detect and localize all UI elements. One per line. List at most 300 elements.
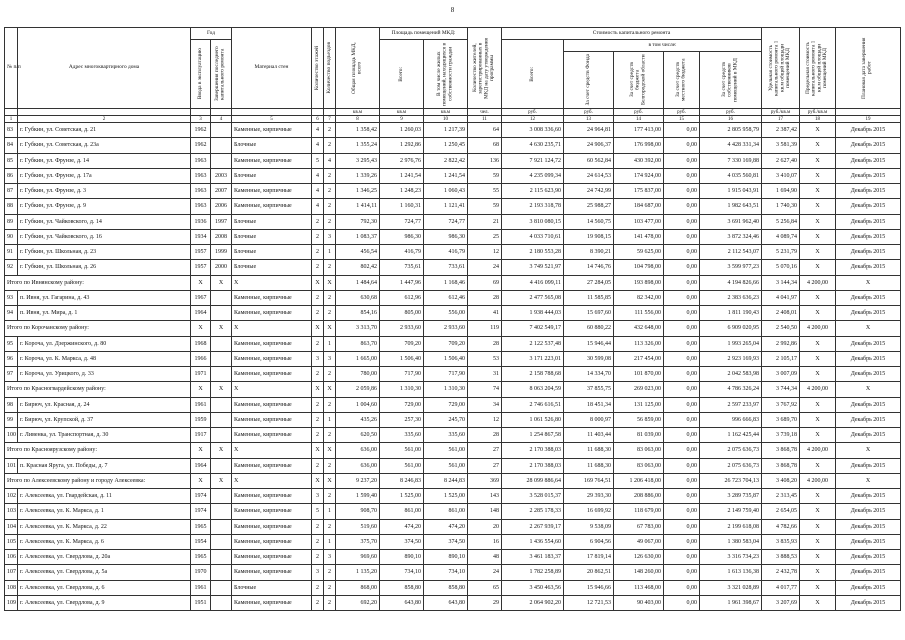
table-cell: 2 bbox=[324, 458, 336, 473]
table-cell: 1 811 190,43 bbox=[700, 306, 762, 321]
table-cell: 2 bbox=[312, 458, 324, 473]
table-cell: Декабрь 2015 bbox=[836, 260, 901, 275]
table-cell bbox=[211, 412, 232, 427]
header-year: Год bbox=[191, 28, 232, 40]
table-cell: 734,10 bbox=[380, 565, 424, 580]
table-cell: X bbox=[800, 245, 836, 260]
table-cell bbox=[211, 306, 232, 321]
table-cell: 2 976,76 bbox=[380, 153, 424, 168]
table-cell: 106 bbox=[5, 550, 18, 565]
table-cell: Декабрь 2015 bbox=[836, 580, 901, 595]
table-cell: 1968 bbox=[191, 336, 211, 351]
table-cell: 25 bbox=[468, 229, 502, 244]
table-cell: 34 bbox=[468, 397, 502, 412]
table-cell: X bbox=[836, 473, 901, 488]
table-cell: 4 bbox=[312, 138, 324, 153]
unit-cell: руб. bbox=[664, 109, 700, 116]
table-cell: 169 764,51 bbox=[564, 473, 614, 488]
unit-cell: руб. bbox=[700, 109, 762, 116]
table-cell: 2 199 618,08 bbox=[700, 519, 762, 534]
table-cell: г. Губкин, ул. Фрунзе, д. 9 bbox=[18, 199, 191, 214]
table-cell: 4 200,00 bbox=[800, 443, 836, 458]
table-row bbox=[5, 184, 901, 199]
table-cell: 2 933,60 bbox=[380, 321, 424, 336]
table-cell: 1 121,41 bbox=[424, 199, 468, 214]
table-cell: Блочные bbox=[232, 168, 312, 183]
table-cell: 2 193 318,78 bbox=[502, 199, 564, 214]
table-cell: 4 235 099,34 bbox=[502, 168, 564, 183]
table-cell: 4 bbox=[324, 153, 336, 168]
table-cell: 0,00 bbox=[664, 275, 700, 290]
table-cell: 2 bbox=[324, 397, 336, 412]
table-cell: 1 060,43 bbox=[424, 184, 468, 199]
table-cell bbox=[211, 153, 232, 168]
table-row bbox=[5, 367, 901, 382]
table-cell: 59 bbox=[468, 199, 502, 214]
table-cell: 208 886,00 bbox=[614, 489, 664, 504]
table-cell: 1 339,26 bbox=[336, 168, 380, 183]
table-cell: 90 bbox=[5, 229, 18, 244]
table-row bbox=[5, 489, 901, 504]
column-number-cell: 10 bbox=[424, 116, 468, 123]
table-cell: Каменные, кирпичные bbox=[232, 504, 312, 519]
table-cell: 792,30 bbox=[336, 214, 380, 229]
table-cell: 14 334,70 bbox=[564, 367, 614, 382]
table-cell: X bbox=[800, 595, 836, 610]
header-floors: Количество этажей bbox=[313, 45, 320, 91]
table-cell: 174 924,00 bbox=[614, 168, 664, 183]
table-cell: 2 285 178,33 bbox=[502, 504, 564, 519]
table-cell: п. Ивня, ул. Мира, д. 1 bbox=[18, 306, 191, 321]
table-cell: 2 992,86 bbox=[762, 336, 800, 351]
table-cell: 74 bbox=[468, 382, 502, 397]
table-cell: 184 687,00 bbox=[614, 199, 664, 214]
table-cell: 3 316 734,23 bbox=[700, 550, 762, 565]
table-cell: 67 783,00 bbox=[614, 519, 664, 534]
table-cell: 561,00 bbox=[380, 458, 424, 473]
table-cell: Декабрь 2015 bbox=[836, 458, 901, 473]
column-number-cell: 7 bbox=[324, 116, 336, 123]
table-cell: X bbox=[324, 443, 336, 458]
table-cell: 2 387,42 bbox=[762, 123, 800, 138]
table-cell: 1962 bbox=[191, 138, 211, 153]
table-cell: 119 bbox=[468, 321, 502, 336]
header-year-reconstruction: Завершения последнего капитального ремонта bbox=[214, 46, 226, 102]
table-cell: Декабрь 2015 bbox=[836, 336, 901, 351]
table-cell: 5 bbox=[312, 504, 324, 519]
table-cell: 3 410,07 bbox=[762, 168, 800, 183]
table-cell: 1 004,60 bbox=[336, 397, 380, 412]
table-cell: Каменные, кирпичные bbox=[232, 412, 312, 427]
table-cell: 612,96 bbox=[380, 290, 424, 305]
table-cell: 2006 bbox=[211, 199, 232, 214]
subtotal-label: Итого по Корочанскому району: bbox=[5, 321, 191, 336]
table-cell: 0,00 bbox=[664, 184, 700, 199]
table-cell: 854,16 bbox=[336, 306, 380, 321]
table-cell: 561,00 bbox=[424, 458, 468, 473]
table-cell bbox=[211, 336, 232, 351]
table-cell: 14 746,76 bbox=[564, 260, 614, 275]
table-cell: Каменные, кирпичные bbox=[232, 565, 312, 580]
table-cell: 1 162 425,44 bbox=[700, 428, 762, 443]
table-cell: 94 bbox=[5, 306, 18, 321]
table-cell: 12 bbox=[468, 412, 502, 427]
table-cell: 27 284,05 bbox=[564, 275, 614, 290]
header-premises-owned: В том числе жилых помещений, находящихся в собственности граждан bbox=[436, 42, 454, 106]
table-cell: 969,60 bbox=[336, 550, 380, 565]
table-cell: X bbox=[800, 458, 836, 473]
table-cell: 15 697,60 bbox=[564, 306, 614, 321]
table-cell: 474,20 bbox=[424, 519, 468, 534]
table-cell: 3 581,39 bbox=[762, 138, 800, 153]
unit-cell: кв.м bbox=[424, 109, 468, 116]
table-cell: 245,70 bbox=[424, 412, 468, 427]
table-cell: 1 694,90 bbox=[762, 184, 800, 199]
table-cell: 21 bbox=[468, 214, 502, 229]
unit-cell: руб. bbox=[502, 109, 564, 116]
table-cell: 1961 bbox=[191, 580, 211, 595]
table-cell: 24 906,37 bbox=[564, 138, 614, 153]
table-cell: Декабрь 2015 bbox=[836, 351, 901, 366]
unit-cell bbox=[18, 109, 191, 116]
table-cell: 986,30 bbox=[380, 229, 424, 244]
table-cell: 1966 bbox=[191, 351, 211, 366]
header-including: в том числе: bbox=[564, 40, 762, 52]
table-cell: 12 721,53 bbox=[564, 595, 614, 610]
unit-cell: кв.м bbox=[380, 109, 424, 116]
table-cell bbox=[211, 367, 232, 382]
table-cell: 1917 bbox=[191, 428, 211, 443]
header-unit-cost: Удельная стоимость капитального ремонта 1 кв.м общей площади помещений МКД bbox=[768, 40, 792, 96]
table-cell: 1 135,20 bbox=[336, 565, 380, 580]
table-cell: Каменные, кирпичные bbox=[232, 534, 312, 549]
table-cell: 2 bbox=[324, 489, 336, 504]
table-cell: X bbox=[800, 504, 836, 519]
table-cell: 28 bbox=[468, 336, 502, 351]
table-cell: 93 bbox=[5, 290, 18, 305]
table-cell: 2 bbox=[324, 260, 336, 275]
table-header bbox=[5, 28, 901, 123]
table-cell: 4 bbox=[312, 184, 324, 199]
table-cell: 3 289 735,87 bbox=[700, 489, 762, 504]
table-cell: 1 436 554,60 bbox=[502, 534, 564, 549]
table-cell: 2 bbox=[324, 123, 336, 138]
table-cell: 2007 bbox=[211, 184, 232, 199]
table-cell: Блочные bbox=[232, 214, 312, 229]
table-cell: 0,00 bbox=[664, 382, 700, 397]
table-cell: г. Губкин, ул. Советская, д. 21 bbox=[18, 123, 191, 138]
table-cell: п. Ивня, ул. Гагарина, д. 43 bbox=[18, 290, 191, 305]
table-cell: г. Алексеевка, ул. К. Маркса, д. 6 bbox=[18, 534, 191, 549]
table-cell: Декабрь 2015 bbox=[836, 153, 901, 168]
table-cell: 4 428 331,34 bbox=[700, 138, 762, 153]
table-cell: 1963 bbox=[191, 153, 211, 168]
table-cell: Декабрь 2015 bbox=[836, 595, 901, 610]
table-cell: 0,00 bbox=[664, 214, 700, 229]
table-cell: 630,68 bbox=[336, 290, 380, 305]
table-cell: 11 403,44 bbox=[564, 428, 614, 443]
table-cell: Блочные bbox=[232, 138, 312, 153]
table-cell: Каменные, кирпичные bbox=[232, 428, 312, 443]
table-cell: г. Алексеевка, ул. Свердлова, д. 20а bbox=[18, 550, 191, 565]
table-cell bbox=[211, 519, 232, 534]
table-cell: 104 798,00 bbox=[614, 260, 664, 275]
header-cost-total: Всего: bbox=[528, 66, 535, 82]
table-cell: 24 742,99 bbox=[564, 184, 614, 199]
table-cell: 2 bbox=[324, 367, 336, 382]
table-cell: 1 414,11 bbox=[336, 199, 380, 214]
table-cell: 85 bbox=[5, 153, 18, 168]
table-cell: Декабрь 2015 bbox=[836, 534, 901, 549]
table-cell: 15 946,66 bbox=[564, 580, 614, 595]
table-cell: 14 560,75 bbox=[564, 214, 614, 229]
table-cell: 3 007,09 bbox=[762, 367, 800, 382]
table-cell: 2 bbox=[312, 550, 324, 565]
header-owners: За счет средств собственников помещений в МКД bbox=[721, 58, 739, 102]
table-cell: 733,61 bbox=[424, 260, 468, 275]
table-row bbox=[5, 260, 901, 275]
table-cell: Декабрь 2015 bbox=[836, 245, 901, 260]
unit-cell bbox=[5, 109, 18, 116]
table-cell: 0,00 bbox=[664, 245, 700, 260]
table-cell: 734,10 bbox=[424, 565, 468, 580]
table-cell: 101 bbox=[5, 458, 18, 473]
table-cell: 724,77 bbox=[380, 214, 424, 229]
table-cell: 5 256,84 bbox=[762, 214, 800, 229]
table-cell: 374,50 bbox=[424, 534, 468, 549]
table-cell: 18 451,34 bbox=[564, 397, 614, 412]
table-row bbox=[5, 580, 901, 595]
table-cell: 0,00 bbox=[664, 199, 700, 214]
table-cell: 1 083,37 bbox=[336, 229, 380, 244]
table-cell: 1963 bbox=[191, 184, 211, 199]
table-cell: X bbox=[800, 550, 836, 565]
table-cell: 802,42 bbox=[336, 260, 380, 275]
table-cell: 3 835,93 bbox=[762, 534, 800, 549]
table-cell: 24 bbox=[468, 260, 502, 275]
table-cell: 2 bbox=[312, 229, 324, 244]
table-cell: Каменные, кирпичные bbox=[232, 367, 312, 382]
table-cell: 2 933,60 bbox=[424, 321, 468, 336]
table-cell: 2 bbox=[324, 565, 336, 580]
table-cell: 113 468,00 bbox=[614, 580, 664, 595]
table-cell: 2 bbox=[324, 595, 336, 610]
table-cell: 1965 bbox=[191, 550, 211, 565]
table-cell: 1 061 526,80 bbox=[502, 412, 564, 427]
table-cell: г. Алексеевка, ул. Свердлова, д. 5а bbox=[18, 565, 191, 580]
table-cell: 416,79 bbox=[424, 245, 468, 260]
table-cell: 996 666,83 bbox=[700, 412, 762, 427]
table-cell: Декабрь 2015 bbox=[836, 489, 901, 504]
table-cell: 257,30 bbox=[380, 412, 424, 427]
table-cell: X bbox=[800, 412, 836, 427]
table-cell: 519,60 bbox=[336, 519, 380, 534]
table-body bbox=[5, 123, 901, 611]
table-cell: 101 870,00 bbox=[614, 367, 664, 382]
table-cell: 0,00 bbox=[664, 504, 700, 519]
table-cell: X bbox=[312, 321, 324, 336]
table-cell: 0,00 bbox=[664, 519, 700, 534]
table-cell: 126 630,00 bbox=[614, 550, 664, 565]
table-row bbox=[5, 412, 901, 427]
table-cell: 48 bbox=[468, 550, 502, 565]
table-cell: 2 bbox=[324, 290, 336, 305]
table-cell: 0,00 bbox=[664, 443, 700, 458]
table-row bbox=[5, 138, 901, 153]
table-cell: X bbox=[836, 275, 901, 290]
table-cell: 9 538,09 bbox=[564, 519, 614, 534]
column-number-cell: 9 bbox=[380, 116, 424, 123]
table-cell: 430 392,00 bbox=[614, 153, 664, 168]
table-cell: 59 bbox=[468, 168, 502, 183]
table-cell: 2 654,05 bbox=[762, 504, 800, 519]
unit-cell: руб./кв.м bbox=[762, 109, 800, 116]
table-cell: 456,54 bbox=[336, 245, 380, 260]
table-cell: Блочные bbox=[232, 580, 312, 595]
table-cell: 1 254 867,58 bbox=[502, 428, 564, 443]
table-cell: 2 bbox=[324, 519, 336, 534]
table-cell: 1 525,00 bbox=[424, 489, 468, 504]
table-cell: 2 432,78 bbox=[762, 565, 800, 580]
table-cell: 2 bbox=[324, 184, 336, 199]
table-cell: 105 bbox=[5, 534, 18, 549]
table-cell: 375,70 bbox=[336, 534, 380, 549]
table-cell: 3 171 223,01 bbox=[502, 351, 564, 366]
table-cell: 2 059,86 bbox=[336, 382, 380, 397]
table-cell: 5 231,79 bbox=[762, 245, 800, 260]
table-cell: 890,10 bbox=[380, 550, 424, 565]
table-cell bbox=[211, 595, 232, 610]
table-cell: 2 bbox=[312, 367, 324, 382]
table-cell: 11 585,85 bbox=[564, 290, 614, 305]
table-cell: X bbox=[232, 473, 312, 488]
table-cell: 3 008 336,60 bbox=[502, 123, 564, 138]
table-cell: 1997 bbox=[211, 214, 232, 229]
column-number-cell: 17 bbox=[762, 116, 800, 123]
table-cell bbox=[211, 550, 232, 565]
table-cell: 99 bbox=[5, 412, 18, 427]
table-cell: 1 982 643,51 bbox=[700, 199, 762, 214]
table-cell: Блочные bbox=[232, 260, 312, 275]
column-number-cell: 8 bbox=[336, 116, 380, 123]
column-numbers-row bbox=[5, 116, 901, 123]
table-cell: 1970 bbox=[191, 565, 211, 580]
table-cell bbox=[211, 458, 232, 473]
table-cell: 83 063,00 bbox=[614, 458, 664, 473]
table-cell: 1 380 583,04 bbox=[700, 534, 762, 549]
table-cell: г. Алексеевка, ул. Гвардейская, д. 11 bbox=[18, 489, 191, 504]
table-cell: 7 402 549,17 bbox=[502, 321, 564, 336]
table-cell: 692,20 bbox=[336, 595, 380, 610]
table-cell: Декабрь 2015 bbox=[836, 138, 901, 153]
table-cell: 100 bbox=[5, 428, 18, 443]
table-cell: 2 bbox=[312, 580, 324, 595]
column-number-cell: 4 bbox=[211, 116, 232, 123]
table-cell: 0,00 bbox=[664, 489, 700, 504]
unit-cell: чел. bbox=[468, 109, 502, 116]
table-cell: 729,00 bbox=[424, 397, 468, 412]
table-cell: 2 822,42 bbox=[424, 153, 468, 168]
table-cell: 890,10 bbox=[424, 550, 468, 565]
table-cell: X bbox=[312, 382, 324, 397]
table-cell: 0,00 bbox=[664, 336, 700, 351]
unit-cell: кв.м bbox=[336, 109, 380, 116]
table-cell: 55 bbox=[468, 184, 502, 199]
table-cell: 193 898,00 bbox=[614, 275, 664, 290]
table-cell: 7 921 124,72 bbox=[502, 153, 564, 168]
table-cell: 3 bbox=[324, 229, 336, 244]
table-cell: Декабрь 2015 bbox=[836, 504, 901, 519]
table-cell: X bbox=[800, 184, 836, 199]
table-cell: 1 248,23 bbox=[380, 184, 424, 199]
table-cell: 2 bbox=[312, 290, 324, 305]
table-cell: 2 408,01 bbox=[762, 306, 800, 321]
table-cell: 986,30 bbox=[424, 229, 468, 244]
header-wall-material: Материал стен bbox=[232, 28, 312, 109]
table-cell: 98 bbox=[5, 397, 18, 412]
table-cell: 1957 bbox=[191, 260, 211, 275]
table-cell: 3 295,43 bbox=[336, 153, 380, 168]
subtotal-label: Итого по Красногвардейскому району: bbox=[5, 382, 191, 397]
table-cell: 15 946,44 bbox=[564, 336, 614, 351]
subtotal-label: Итого по Красноярузскому району: bbox=[5, 443, 191, 458]
table-cell: 60 562,84 bbox=[564, 153, 614, 168]
table-cell: 95 bbox=[5, 336, 18, 351]
table-cell: 2 bbox=[312, 412, 324, 427]
table-cell: 82 342,00 bbox=[614, 290, 664, 305]
table-cell: 87 bbox=[5, 184, 18, 199]
table-cell: 643,80 bbox=[424, 595, 468, 610]
table-cell: г. Алексеевка, ул. К. Маркса, д. 22 bbox=[18, 519, 191, 534]
table-cell: 102 bbox=[5, 489, 18, 504]
table-cell: 217 454,00 bbox=[614, 351, 664, 366]
table-cell: 709,20 bbox=[424, 336, 468, 351]
table-cell bbox=[211, 489, 232, 504]
table-cell: Каменные, кирпичные bbox=[232, 336, 312, 351]
table-cell: 1 bbox=[324, 336, 336, 351]
table-cell: 2 122 537,48 bbox=[502, 336, 564, 351]
table-row bbox=[5, 458, 901, 473]
table-cell: 335,60 bbox=[380, 428, 424, 443]
unit-cell bbox=[312, 109, 324, 116]
table-cell: 4 194 826,66 bbox=[700, 275, 762, 290]
table-cell: Каменные, кирпичные bbox=[232, 550, 312, 565]
table-cell: Декабрь 2015 bbox=[836, 428, 901, 443]
table-cell bbox=[211, 290, 232, 305]
table-cell: 1954 bbox=[191, 534, 211, 549]
table-cell: 2 042 583,98 bbox=[700, 367, 762, 382]
table-cell: 0,00 bbox=[664, 290, 700, 305]
table-cell: 4 033 710,61 bbox=[502, 229, 564, 244]
table-cell: 863,70 bbox=[336, 336, 380, 351]
table-cell: 556,00 bbox=[424, 306, 468, 321]
table-cell: Каменные, кирпичные bbox=[232, 290, 312, 305]
table-cell: 148 260,00 bbox=[614, 565, 664, 580]
table-cell: 6 904,56 bbox=[564, 534, 614, 549]
table-cell: Декабрь 2015 bbox=[836, 519, 901, 534]
table-cell: 25 988,27 bbox=[564, 199, 614, 214]
table-cell: 69 bbox=[468, 275, 502, 290]
table-cell: 474,20 bbox=[380, 519, 424, 534]
table-cell: 1 938 444,03 bbox=[502, 306, 564, 321]
table-cell: X bbox=[232, 443, 312, 458]
table-cell: 103 477,00 bbox=[614, 214, 664, 229]
table-cell: г. Губкин, ул. Школьная, д. 23 bbox=[18, 245, 191, 260]
table-cell: 2 bbox=[312, 245, 324, 260]
table-cell: X bbox=[211, 473, 232, 488]
table-cell: 3 739,18 bbox=[762, 428, 800, 443]
table-cell: 8 390,21 bbox=[564, 245, 614, 260]
